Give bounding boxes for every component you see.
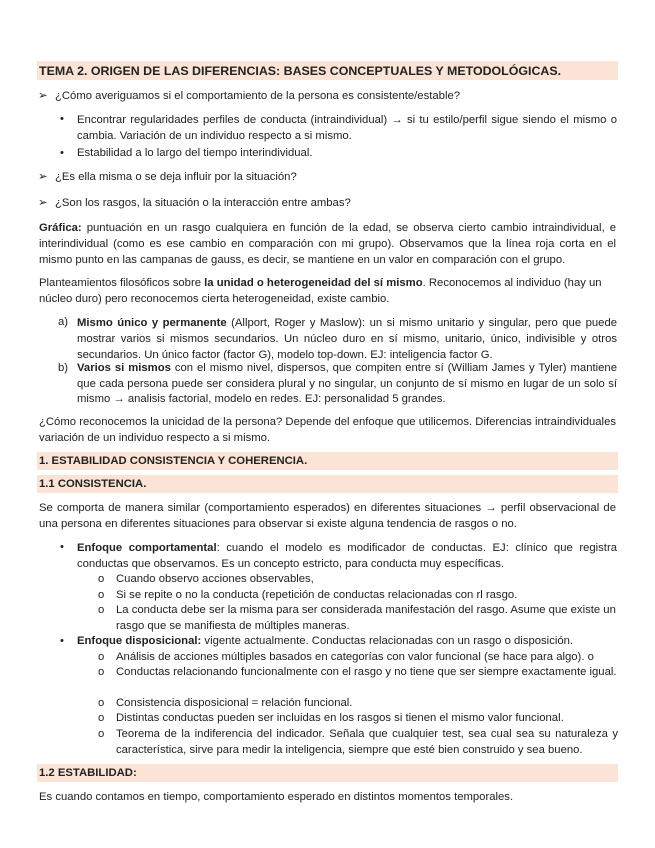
question-3: ¿Son los rasgos, la situación o la interacción entre ambas? xyxy=(55,197,351,209)
disposicional-sub-4: Distintas conductas pueden ser incluidas en los rasgos si tienen el mismo valor funcional. xyxy=(116,712,564,724)
planteamientos-pre: Planteamientos filosóficos sobre xyxy=(39,277,202,289)
enfoque-disposicional xyxy=(77,634,573,649)
planteamientos-paragraph xyxy=(39,275,616,307)
section-1-2-band xyxy=(37,764,618,782)
grafica-label: Gráfica: xyxy=(39,222,82,234)
enfoque-comportamental xyxy=(77,540,617,572)
arrow-bullet-icon: ➢ xyxy=(38,171,48,183)
disposicional-sub-1: Análisis de acciones múltiples basados en categorías con valor funcional (se hace para algo). o xyxy=(116,651,594,663)
sub-bullet-icon: o xyxy=(98,666,105,678)
ordered-item-b xyxy=(77,361,617,408)
sub-bullet-icon: o xyxy=(98,651,105,663)
section-1-1-band xyxy=(37,475,618,493)
ordered-item-b-bold: Varios si mismos xyxy=(77,362,171,374)
arrow-bullet-icon: ➢ xyxy=(38,197,48,209)
comportamental-sub-1: Cuando observo acciones observables, xyxy=(116,573,314,585)
sub-bullet-icon: o xyxy=(98,573,105,585)
question-1: ¿Cómo averiguamos si el comportamiento de la persona es consistente/estable? xyxy=(55,90,461,102)
consistencia-paragraph: Se comporta de manera similar (comportamiento esperados) en diferentes situaciones → perfil observacional de una persona en diferentes situaciones para observar si existe alguna tendencia de rasgos o no. xyxy=(39,502,616,530)
sub-bullet-icon: o xyxy=(98,589,105,601)
disposicional-sub-3: Consistencia disposicional = relación funcional. xyxy=(116,697,353,709)
question-2: ¿Es ella misma o se deja influir por la situación? xyxy=(55,171,297,183)
planteamientos-post: . Reconocemos al individuo (hay un núcleo duro) pero reconocemos cierta heterogeneidad, existe cambio. xyxy=(39,277,602,305)
planteamientos-bold: la unidad o heterogeneidad del sí mismo xyxy=(204,277,423,289)
sub-bullet-icon: o xyxy=(98,697,105,709)
unicidad-paragraph: ¿Cómo reconocemos la unicidad de la persona? Depende del enfoque que utilicemos. Diferencias intraindividuales variación de un individuo respecto a si mismo. xyxy=(39,416,616,444)
section-1-heading: 1. ESTABILIDAD CONSISTENCIA Y COHERENCIA. xyxy=(39,455,308,467)
ordered-item-a-text: (Allport, Roger y Maslow): un si mismo unitario y singular, pero que puede mostrar varios si mismos secundarios. Un núcleo duro en sí mismo, unitario, único, indivisible y otros secundarios. Un único factor (factor G), modelo top-down. EJ: inteligencia factor G. xyxy=(77,317,618,361)
bullet-icon: • xyxy=(60,541,64,553)
arrow-bullet-icon: ➢ xyxy=(38,90,48,102)
q1-bullet-2: Estabilidad a lo largo del tiempo interindividual. xyxy=(77,147,313,159)
sub-bullet-icon: o xyxy=(98,604,105,616)
bullet-icon: • xyxy=(60,147,64,159)
comportamental-sub-3: La conducta debe ser la misma para ser considerada manifestación del rasgo. Asume que existe un rasgo que se manifiesta de múltiples maneras. xyxy=(116,604,616,632)
grafica-paragraph xyxy=(39,220,616,268)
enfoque-comportamental-text: : cuando el modelo es modificador de conductas. EJ: clínico que registra conductas que observamos. Es un concepto estricto, para conducta muy específicas. xyxy=(77,542,617,570)
sub-bullet-icon: o xyxy=(98,712,105,724)
estabilidad-paragraph: Es cuando contamos en tiempo, comportamiento esperado en distintos momentos temporales. xyxy=(39,791,514,803)
section-1-2-heading: 1.2 ESTABILIDAD: xyxy=(39,767,137,779)
title-band xyxy=(37,61,618,80)
disposicional-sub-2: Conductas relacionando funcionalmente con el rasgo y no tiene que ser siempre exactamente igual. xyxy=(116,666,617,678)
section-1-1-heading: 1.1 CONSISTENCIA. xyxy=(39,478,147,490)
ordered-item-a xyxy=(77,315,617,363)
bullet-icon: • xyxy=(60,635,64,647)
enfoque-disposicional-text: vigente actualmente. Conductas relacionadas con un rasgo o disposición. xyxy=(201,635,574,647)
sub-bullet-icon: o xyxy=(98,728,105,740)
bullet-icon: • xyxy=(60,113,64,125)
enfoque-comportamental-bold: Enfoque comportamental xyxy=(77,542,217,554)
grafica-text: puntuación en un rasgo cualquiera en función de la edad, se observa cierto cambio intraindividual, e interindividual (como es ese cambio en comparación con mi grupo). Observamos que la línea roja corta en el mismo punto en las campanas de gauss, es decir, se mantiene en un valor en comparación con el grupo. xyxy=(39,222,616,266)
ordered-item-b-text: con el mismo nivel, dispersos, que compiten entre sí (William James y Tyler) mantiene que cada persona puede ser considera plural y no singular, un conjunto de sí mismo en lugar de un solo sí mismo → analisis factorial, modelo en redes. EJ: personalidad 5 grandes. xyxy=(77,362,617,405)
comportamental-sub-2: Si se repite o no la conducta (repetición de conductas relacionadas con rl rasgo. xyxy=(116,589,518,601)
q1-bullet-1: Encontrar regularidades perfiles de conducta (intraindividual) → si tu estilo/perfil sigue siendo el mismo o cambia. Variación de un individuo respecto a si mismo. xyxy=(77,114,617,142)
ordered-item-a-bold: Mismo único y permanente xyxy=(77,317,227,329)
disposicional-sub-5: Teorema de la indiferencia del indicador. Señala que cualquier test, sea cual sea su naturaleza y característica, sirve para medir la inteligencia, siempre que esté bien construido y sea bueno. xyxy=(116,728,618,756)
page-title: TEMA 2. ORIGEN DE LAS DIFERENCIAS: BASES CONCEPTUALES Y METODOLÓGICAS. xyxy=(39,63,562,78)
list-marker-a: a) xyxy=(58,316,69,328)
enfoque-disposicional-bold: Enfoque disposicional: xyxy=(77,635,202,647)
list-marker-b: b) xyxy=(58,362,69,374)
section-1-band xyxy=(37,452,618,470)
